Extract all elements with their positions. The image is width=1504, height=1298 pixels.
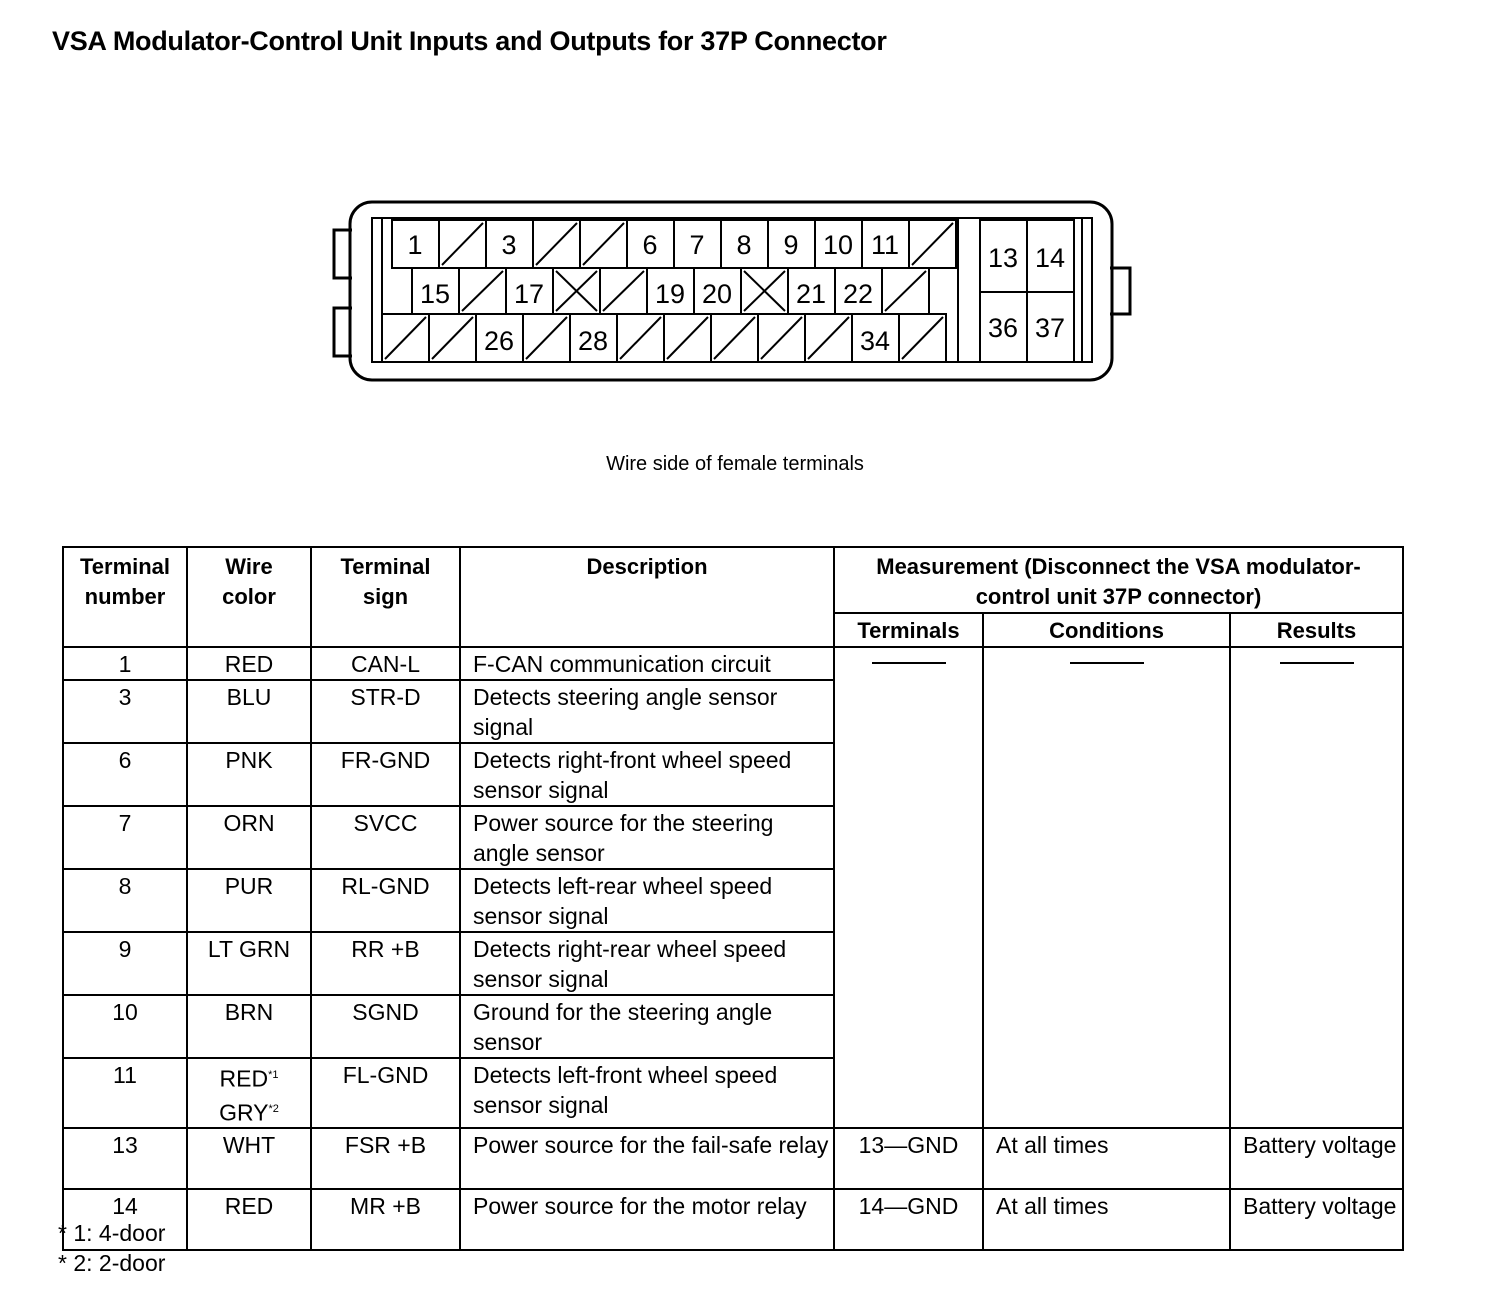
wire-cell: WHT	[187, 1128, 311, 1189]
description-cell: Detects steering angle sensor signal	[460, 680, 834, 743]
pin-label: 20	[701, 279, 733, 309]
description-cell: Detects left-front wheel speed sensor signal	[460, 1058, 834, 1128]
header-results: Results	[1230, 613, 1403, 647]
terminal-table	[62, 546, 1404, 1251]
terminal-cell: 10	[63, 995, 187, 1058]
measure-results-cell: Battery voltage	[1230, 1128, 1403, 1189]
connector-caption: Wire side of female terminals	[606, 453, 864, 475]
header-terminal-number: Terminal number	[63, 547, 187, 647]
dash-mark	[872, 662, 946, 664]
header-measurement: Measurement (Disconnect the VSA modulator-control unit 37P connector)	[834, 547, 1403, 613]
header-description: Description	[460, 547, 834, 647]
measure-conditions-cell: At all times	[983, 1128, 1230, 1189]
header-conditions: Conditions	[983, 613, 1230, 647]
description-cell: Detects right-rear wheel speed sensor signal	[460, 932, 834, 995]
connector-diagram	[320, 190, 1150, 390]
pin-label: 1	[407, 230, 423, 260]
header-row	[63, 547, 1403, 613]
measure-terminals-cell	[834, 647, 983, 1128]
pin-label: 3	[501, 230, 517, 260]
sign-cell: STR-D	[311, 680, 460, 743]
dash-mark	[1280, 662, 1354, 664]
footnotes	[58, 1218, 165, 1278]
description-cell: Detects left-rear wheel speed sensor signal	[460, 869, 834, 932]
sign-cell: CAN-L	[311, 647, 460, 680]
table-row	[63, 1189, 1403, 1250]
pin-label: 15	[419, 279, 451, 309]
terminal-cell: 3	[63, 680, 187, 743]
sign-cell: FR-GND	[311, 743, 460, 806]
pin-label: 6	[642, 230, 658, 260]
wire-cell: BLU	[187, 680, 311, 743]
description-cell: F-CAN communication circuit	[460, 647, 834, 680]
pin-label: 28	[577, 326, 609, 356]
sign-cell: RL-GND	[311, 869, 460, 932]
wire-cell	[187, 1058, 311, 1128]
wire-cell: RED	[187, 1189, 311, 1250]
page-title: VSA Modulator-Control Unit Inputs and Outputs for 37P Connector	[52, 26, 887, 56]
pin-label: 8	[736, 230, 752, 260]
pin-label: 22	[842, 279, 874, 309]
pin-label: 26	[483, 326, 515, 356]
measure-conditions-cell	[983, 647, 1230, 1128]
footnote-1: * 1: 4-door	[58, 1220, 166, 1246]
wire-cell: RED	[187, 647, 311, 680]
terminal-cell: 9	[63, 932, 187, 995]
wire-cell: ORN	[187, 806, 311, 869]
terminal-cell: 14	[63, 1189, 187, 1250]
pin-label: 21	[795, 279, 827, 309]
wire-cell: BRN	[187, 995, 311, 1058]
sign-cell: FL-GND	[311, 1058, 460, 1128]
dash-mark	[1070, 662, 1144, 664]
terminal-cell: 11	[63, 1058, 187, 1128]
sign-cell: RR +B	[311, 932, 460, 995]
footnote-mark: *1	[268, 1069, 279, 1081]
description-cell: Power source for the motor relay	[460, 1189, 834, 1250]
measure-results-cell: Battery voltage	[1230, 1189, 1403, 1250]
header-wire-color: Wire color	[187, 547, 311, 647]
wire-color-primary: RED	[219, 1065, 269, 1092]
wire-color-secondary: GRY	[219, 1099, 269, 1126]
sign-cell: FSR +B	[311, 1128, 460, 1189]
description-cell: Power source for the steering angle sensor	[460, 806, 834, 869]
sign-cell: SVCC	[311, 806, 460, 869]
measure-terminals-cell: 13—GND	[834, 1128, 983, 1189]
sign-cell: SGND	[311, 995, 460, 1058]
table-row	[63, 1128, 1403, 1189]
pin-label: 11	[870, 230, 900, 260]
measure-conditions-cell: At all times	[983, 1189, 1230, 1250]
pin-label: 37	[1034, 313, 1066, 343]
wire-cell: PUR	[187, 869, 311, 932]
wire-cell: LT GRN	[187, 932, 311, 995]
pin-label: 17	[513, 279, 545, 309]
terminal-cell: 1	[63, 647, 187, 680]
pin-label: 7	[689, 230, 705, 260]
measure-results-cell	[1230, 647, 1403, 1128]
footnote-2: * 2: 2-door	[58, 1250, 166, 1276]
terminal-cell: 8	[63, 869, 187, 932]
terminal-cell: 7	[63, 806, 187, 869]
pin-label: 13	[987, 243, 1019, 273]
terminal-cell: 6	[63, 743, 187, 806]
description-cell: Detects right-front wheel speed sensor signal	[460, 743, 834, 806]
pin-label: 36	[987, 313, 1019, 343]
wire-cell: PNK	[187, 743, 311, 806]
pin-label: 14	[1034, 243, 1066, 273]
sign-cell: MR +B	[311, 1189, 460, 1250]
footnote-mark: *2	[268, 1102, 279, 1115]
pin-label: 19	[654, 279, 686, 309]
pin-label: 34	[859, 326, 891, 356]
description-cell: Power source for the fail-safe relay	[460, 1128, 834, 1189]
pin-label: 10	[822, 230, 854, 260]
table-row	[63, 647, 1403, 680]
description-cell: Ground for the steering angle sensor	[460, 995, 834, 1058]
header-terminals: Terminals	[834, 613, 983, 647]
terminal-cell: 13	[63, 1128, 187, 1189]
measure-terminals-cell: 14—GND	[834, 1189, 983, 1250]
header-terminal-sign: Terminal sign	[311, 547, 460, 647]
pin-label: 9	[783, 230, 799, 260]
